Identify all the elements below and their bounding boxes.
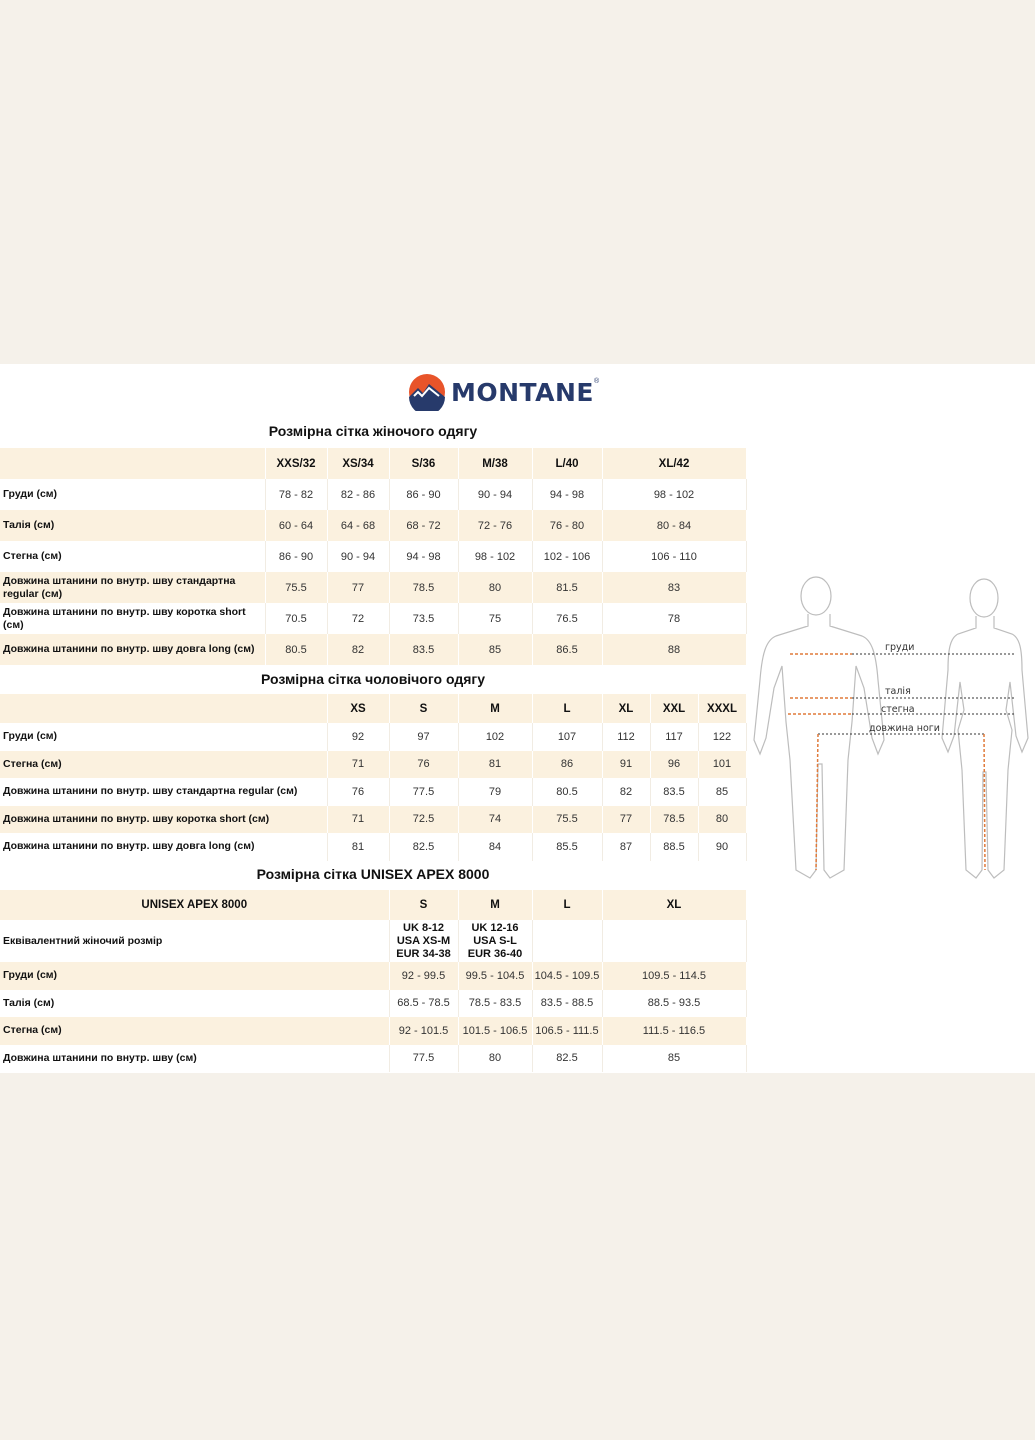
size-header: L xyxy=(532,890,602,920)
table-row xyxy=(0,1045,746,1073)
size-header: XXXL xyxy=(698,694,746,723)
size-value: 83.5 xyxy=(389,634,458,665)
size-value: 71 xyxy=(327,806,389,834)
row-label: Довжина штанини по внутр. шву коротка short (см) xyxy=(0,806,327,834)
size-value: 72 - 76 xyxy=(458,510,532,541)
leg-length-label: довжина ноги xyxy=(869,723,940,734)
size-value: 78 xyxy=(602,603,746,634)
waist-label: талія xyxy=(885,686,911,697)
size-value: 83.5 - 88.5 xyxy=(532,990,602,1018)
unisex-size-table xyxy=(0,890,747,1072)
brand-name: MONTANE xyxy=(451,377,595,407)
size-value: 68.5 - 78.5 xyxy=(389,990,458,1018)
size-value: 72 xyxy=(327,603,389,634)
row-label: Довжина штанини по внутр. шву стандартна regular (см) xyxy=(0,572,265,603)
size-value: 80 - 84 xyxy=(602,510,746,541)
table-row xyxy=(0,479,746,510)
montane-mountain-icon xyxy=(408,373,446,411)
row-label: Довжина штанини по внутр. шву довга long (см) xyxy=(0,833,327,861)
size-header: S xyxy=(389,890,458,920)
measurement-figure xyxy=(752,570,1035,890)
men-size-table xyxy=(0,694,747,861)
size-value: 86 - 90 xyxy=(389,479,458,510)
equivalent-size-line: EUR 34-38 xyxy=(396,947,451,960)
women-size-table xyxy=(0,448,747,665)
size-value: 82 xyxy=(602,778,650,806)
row-label: Талія (см) xyxy=(0,510,265,541)
size-value: 106.5 - 111.5 xyxy=(532,1017,602,1045)
size-value: 60 - 64 xyxy=(265,510,327,541)
size-value: 92 - 101.5 xyxy=(389,1017,458,1045)
equivalent-size-row xyxy=(0,920,746,962)
table-row xyxy=(0,541,746,572)
size-value: 112 xyxy=(602,723,650,751)
row-label: Стегна (см) xyxy=(0,541,265,572)
size-value: 78.5 - 83.5 xyxy=(458,990,532,1018)
size-value: 72.5 xyxy=(389,806,458,834)
size-value: 99.5 - 104.5 xyxy=(458,962,532,990)
size-value: 98 - 102 xyxy=(458,541,532,572)
size-value: 86.5 xyxy=(532,634,602,665)
female-silhouette xyxy=(942,579,1028,878)
size-value: 98 - 102 xyxy=(602,479,746,510)
size-value: 82 - 86 xyxy=(327,479,389,510)
row-label: Довжина штанини по внутр. шву (см) xyxy=(0,1045,389,1073)
size-header: XL/42 xyxy=(602,448,746,479)
table-row xyxy=(0,1017,746,1045)
table-row xyxy=(0,806,746,834)
size-header: S xyxy=(389,694,458,723)
size-header: M xyxy=(458,694,532,723)
size-header: L/40 xyxy=(532,448,602,479)
size-header xyxy=(0,448,265,479)
size-value: 117 xyxy=(650,723,698,751)
size-value: 77.5 xyxy=(389,1045,458,1073)
size-header: XS/34 xyxy=(327,448,389,479)
size-value: 76 xyxy=(389,751,458,779)
size-value: 85 xyxy=(698,778,746,806)
size-value: 82.5 xyxy=(532,1045,602,1073)
size-value: 102 - 106 xyxy=(532,541,602,572)
table-row xyxy=(0,510,746,541)
size-value: 111.5 - 116.5 xyxy=(602,1017,746,1045)
brand-logo xyxy=(408,372,599,412)
size-value: 80.5 xyxy=(265,634,327,665)
equivalent-size-cell xyxy=(602,920,746,962)
size-value: 83 xyxy=(602,572,746,603)
size-value: 81.5 xyxy=(532,572,602,603)
size-value: 90 - 94 xyxy=(327,541,389,572)
size-value: 80 xyxy=(698,806,746,834)
size-header: XXL xyxy=(650,694,698,723)
size-value: 109.5 - 114.5 xyxy=(602,962,746,990)
header-row xyxy=(0,448,746,479)
men-chart-title: Розмірна сітка чоловічого одягу xyxy=(260,671,485,687)
size-value: 74 xyxy=(458,806,532,834)
equivalent-size-line: USA XS-M xyxy=(396,934,451,947)
equivalent-size-cell xyxy=(458,920,532,962)
size-value: 101.5 - 106.5 xyxy=(458,1017,532,1045)
size-value: 77 xyxy=(602,806,650,834)
size-value: 75.5 xyxy=(265,572,327,603)
row-label: Талія (см) xyxy=(0,990,389,1018)
size-header: XL xyxy=(602,694,650,723)
equivalent-size-line: USA S-L xyxy=(473,934,517,947)
size-value: 76 - 80 xyxy=(532,510,602,541)
row-label: Стегна (см) xyxy=(0,751,327,779)
size-value: 106 - 110 xyxy=(602,541,746,572)
table-row xyxy=(0,723,746,751)
size-value: 104.5 - 109.5 xyxy=(532,962,602,990)
size-value: 91 xyxy=(602,751,650,779)
size-value: 92 xyxy=(327,723,389,751)
size-value: 75.5 xyxy=(532,806,602,834)
row-label: Довжина штанини по внутр. шву довга long (см) xyxy=(0,634,265,665)
size-header: L xyxy=(532,694,602,723)
row-label: Еквівалентний жіночий розмір xyxy=(0,920,389,962)
table-row xyxy=(0,603,746,634)
size-value: 78 - 82 xyxy=(265,479,327,510)
size-value: 80 xyxy=(458,572,532,603)
size-value: 87 xyxy=(602,833,650,861)
size-value: 94 - 98 xyxy=(532,479,602,510)
size-value: 80 xyxy=(458,1045,532,1073)
size-value: 75 xyxy=(458,603,532,634)
table-row xyxy=(0,634,746,665)
size-value: 101 xyxy=(698,751,746,779)
size-value: 83.5 xyxy=(650,778,698,806)
size-value: 92 - 99.5 xyxy=(389,962,458,990)
size-value: 94 - 98 xyxy=(389,541,458,572)
table-row xyxy=(0,990,746,1018)
size-value: 85 xyxy=(458,634,532,665)
size-header: XXS/32 xyxy=(265,448,327,479)
size-value: 82.5 xyxy=(389,833,458,861)
size-header: M/38 xyxy=(458,448,532,479)
size-header: UNISEX APEX 8000 xyxy=(0,890,389,920)
size-value: 71 xyxy=(327,751,389,779)
size-value: 85 xyxy=(602,1045,746,1073)
table-row xyxy=(0,572,746,603)
row-label: Довжина штанини по внутр. шву стандартна regular (см) xyxy=(0,778,327,806)
size-value: 77.5 xyxy=(389,778,458,806)
size-value: 86 xyxy=(532,751,602,779)
size-value: 88.5 - 93.5 xyxy=(602,990,746,1018)
size-value: 102 xyxy=(458,723,532,751)
size-value: 78.5 xyxy=(389,572,458,603)
size-value: 88 xyxy=(602,634,746,665)
size-value: 96 xyxy=(650,751,698,779)
size-header: XS xyxy=(327,694,389,723)
size-value: 84 xyxy=(458,833,532,861)
size-value: 88.5 xyxy=(650,833,698,861)
size-value: 78.5 xyxy=(650,806,698,834)
size-value: 64 - 68 xyxy=(327,510,389,541)
size-value: 68 - 72 xyxy=(389,510,458,541)
size-value: 107 xyxy=(532,723,602,751)
male-silhouette xyxy=(754,577,884,878)
size-value: 85.5 xyxy=(532,833,602,861)
row-label: Довжина штанини по внутр. шву коротка short (см) xyxy=(0,603,265,634)
size-value: 97 xyxy=(389,723,458,751)
size-value: 77 xyxy=(327,572,389,603)
size-value: 79 xyxy=(458,778,532,806)
size-value: 90 - 94 xyxy=(458,479,532,510)
size-value: 76.5 xyxy=(532,603,602,634)
registered-mark: ® xyxy=(594,377,600,385)
size-value: 86 - 90 xyxy=(265,541,327,572)
size-value: 73.5 xyxy=(389,603,458,634)
unisex-chart-title: Розмірна сітка UNISEX APEX 8000 xyxy=(256,866,490,882)
size-header: S/36 xyxy=(389,448,458,479)
equivalent-size-line: UK 12-16 xyxy=(471,921,519,934)
size-value: 90 xyxy=(698,833,746,861)
size-value: 70.5 xyxy=(265,603,327,634)
chest-label: груди xyxy=(885,642,915,653)
equivalent-size-line: EUR 36-40 xyxy=(467,947,523,960)
size-header: M xyxy=(458,890,532,920)
header-row xyxy=(0,890,746,920)
size-value: 80.5 xyxy=(532,778,602,806)
equivalent-size-cell xyxy=(532,920,602,962)
row-label: Груди (см) xyxy=(0,479,265,510)
equivalent-size-line: UK 8-12 xyxy=(403,921,444,934)
hips-label: стегна xyxy=(881,704,915,715)
table-row xyxy=(0,778,746,806)
size-value: 122 xyxy=(698,723,746,751)
size-value: 82 xyxy=(327,634,389,665)
size-header: XL xyxy=(602,890,746,920)
equivalent-size-cell xyxy=(389,920,458,962)
size-value: 81 xyxy=(327,833,389,861)
row-label: Стегна (см) xyxy=(0,1017,389,1045)
table-row xyxy=(0,962,746,990)
size-header xyxy=(0,694,327,723)
row-label: Груди (см) xyxy=(0,723,327,751)
size-value: 81 xyxy=(458,751,532,779)
size-value: 76 xyxy=(327,778,389,806)
header-row xyxy=(0,694,746,723)
row-label: Груди (см) xyxy=(0,962,389,990)
table-row xyxy=(0,751,746,779)
women-chart-title: Розмірна сітка жіночого одягу xyxy=(268,423,478,439)
table-row xyxy=(0,833,746,861)
